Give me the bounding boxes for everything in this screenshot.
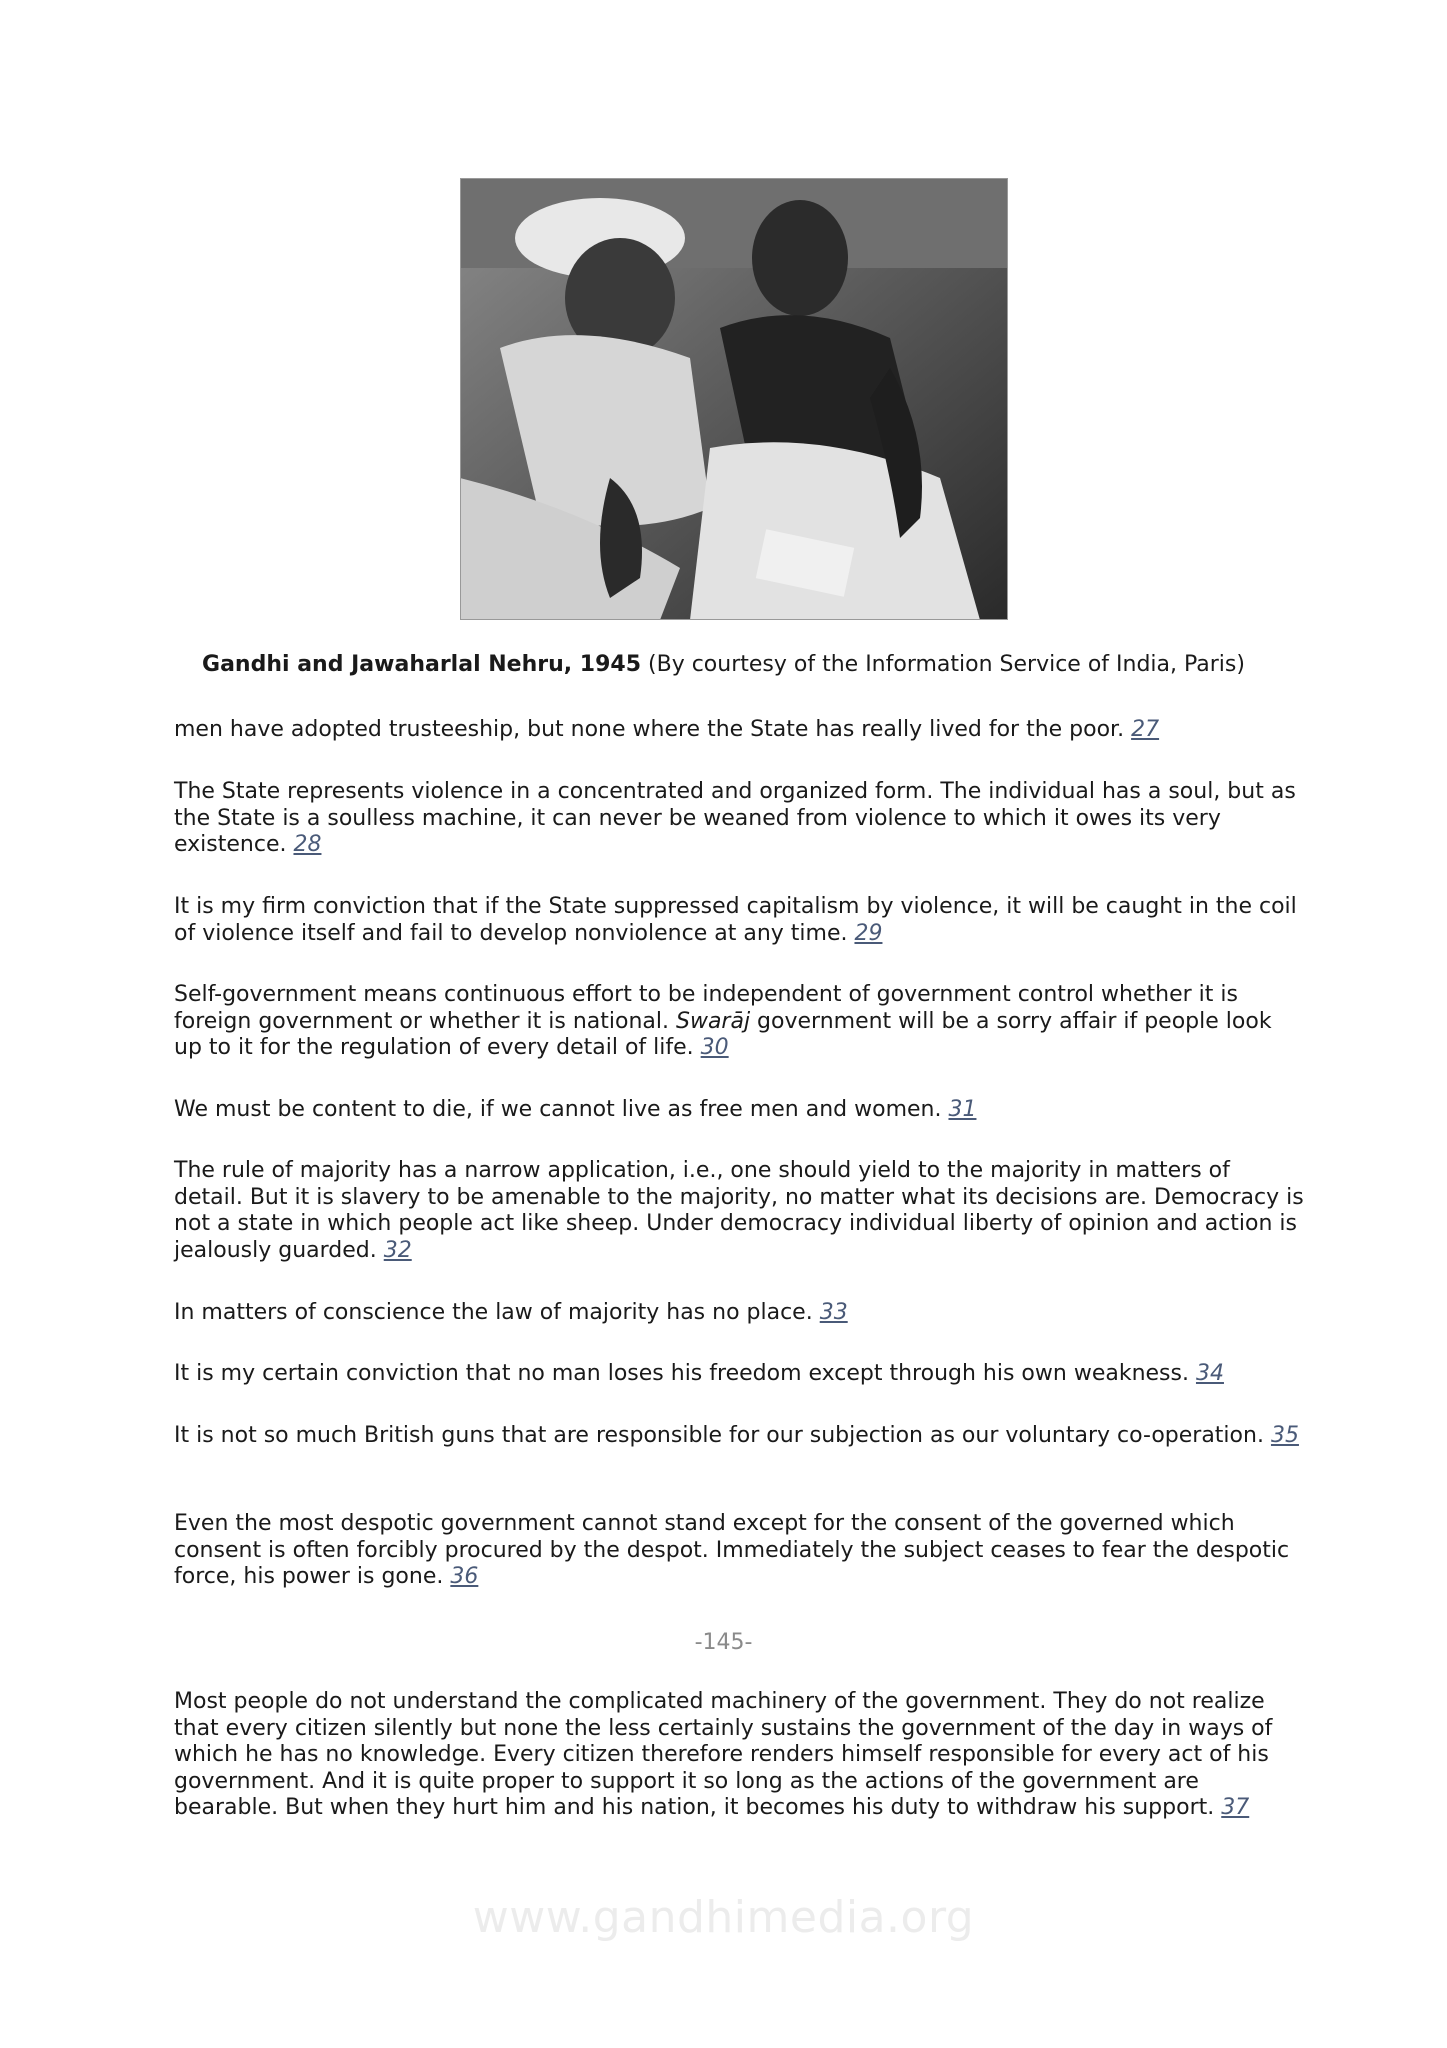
footnote-link[interactable]: 35 (1270, 1423, 1299, 1448)
footnote-link[interactable]: 28 (293, 832, 322, 857)
paragraph: We must be content to die, if we cannot live as free men and women. 31 (174, 1097, 977, 1122)
paragraph: It is my certain conviction that no man loses his freedom except through his own weakness. 34 (174, 1361, 1224, 1386)
footnote-link[interactable]: 30 (700, 1035, 729, 1060)
photo-caption (0, 650, 1447, 680)
caption-title: Gandhi and Jawaharlal Nehru, 1945 (202, 652, 642, 677)
watermark: www.gandhimedia.org (472, 1892, 975, 1943)
footnote-link[interactable]: 34 (1195, 1361, 1224, 1386)
page-number: -145- (694, 1630, 753, 1655)
footnote-link[interactable]: 29 (854, 920, 883, 946)
footnote-link[interactable]: 33 (819, 1300, 848, 1325)
paragraph: Most people do not understand the complicated machinery of the government. They do not realize that every citizen silently but none the less certainly sustains the government of the day in ways of which he has no knowledge. Every citizen therefore renders himself responsible for every act of his government. And it is quite proper to support it so long as the actions of the government are bearable. But when they hurt him and his nation, it becomes his duty to withdraw his support. 37 (174, 1689, 1273, 1820)
paragraph: Self-government means continuous effort to be independent of government control whether it is foreign government or whether it is national. Swarāj government will be a sorry affair if people look up to it for the regulation of every detail of life. 30 (174, 982, 1272, 1060)
paragraph: The rule of majority has a narrow application, i.e., one should yield to the majority in matters of detail. But it is slavery to be amenable to the majority, no matter what its decisions are. Democracy is not a state in which people act like sheep. Under democracy individual liberty of opinion and action is jealously guarded. 32 (174, 1158, 1304, 1263)
footnote-link[interactable]: 32 (383, 1237, 412, 1263)
footnote-link[interactable]: 31 (948, 1097, 977, 1122)
paragraph: The State represents violence in a concentrated and organized form. The individual has a soul, but as the State is a soulless machine, it can never be weaned from violence to which it owes its very existence. 28 (174, 779, 1296, 857)
italic-term: Swarāj (675, 1008, 751, 1034)
photo-gandhi-nehru (460, 178, 1008, 620)
paragraph: In matters of conscience the law of majority has no place. 33 (174, 1300, 848, 1325)
footnote-link[interactable]: 36 (450, 1564, 479, 1589)
footnote-link[interactable]: 27 (1131, 717, 1160, 742)
paragraph: Even the most despotic government cannot stand except for the consent of the governed which consent is often forcibly procured by the despot. Immediately the subject ceases to fear the despotic force, his power is gone. 36 (174, 1511, 1290, 1589)
footnote-link[interactable]: 37 (1221, 1795, 1250, 1820)
paragraph: It is not so much British guns that are responsible for our subjection as our voluntary co-operation. 35 (174, 1423, 1299, 1448)
paragraph: It is my firm conviction that if the State suppressed capitalism by violence, it will be caught in the coil of violence itself and fail to develop nonviolence at any time. 29 (174, 894, 1297, 946)
photo-icon (460, 178, 1008, 620)
caption-credit: (By courtesy of the Information Service of India, Paris) (641, 652, 1245, 677)
paragraph: men have adopted trusteeship, but none where the State has really lived for the poor. 27 (174, 717, 1160, 742)
